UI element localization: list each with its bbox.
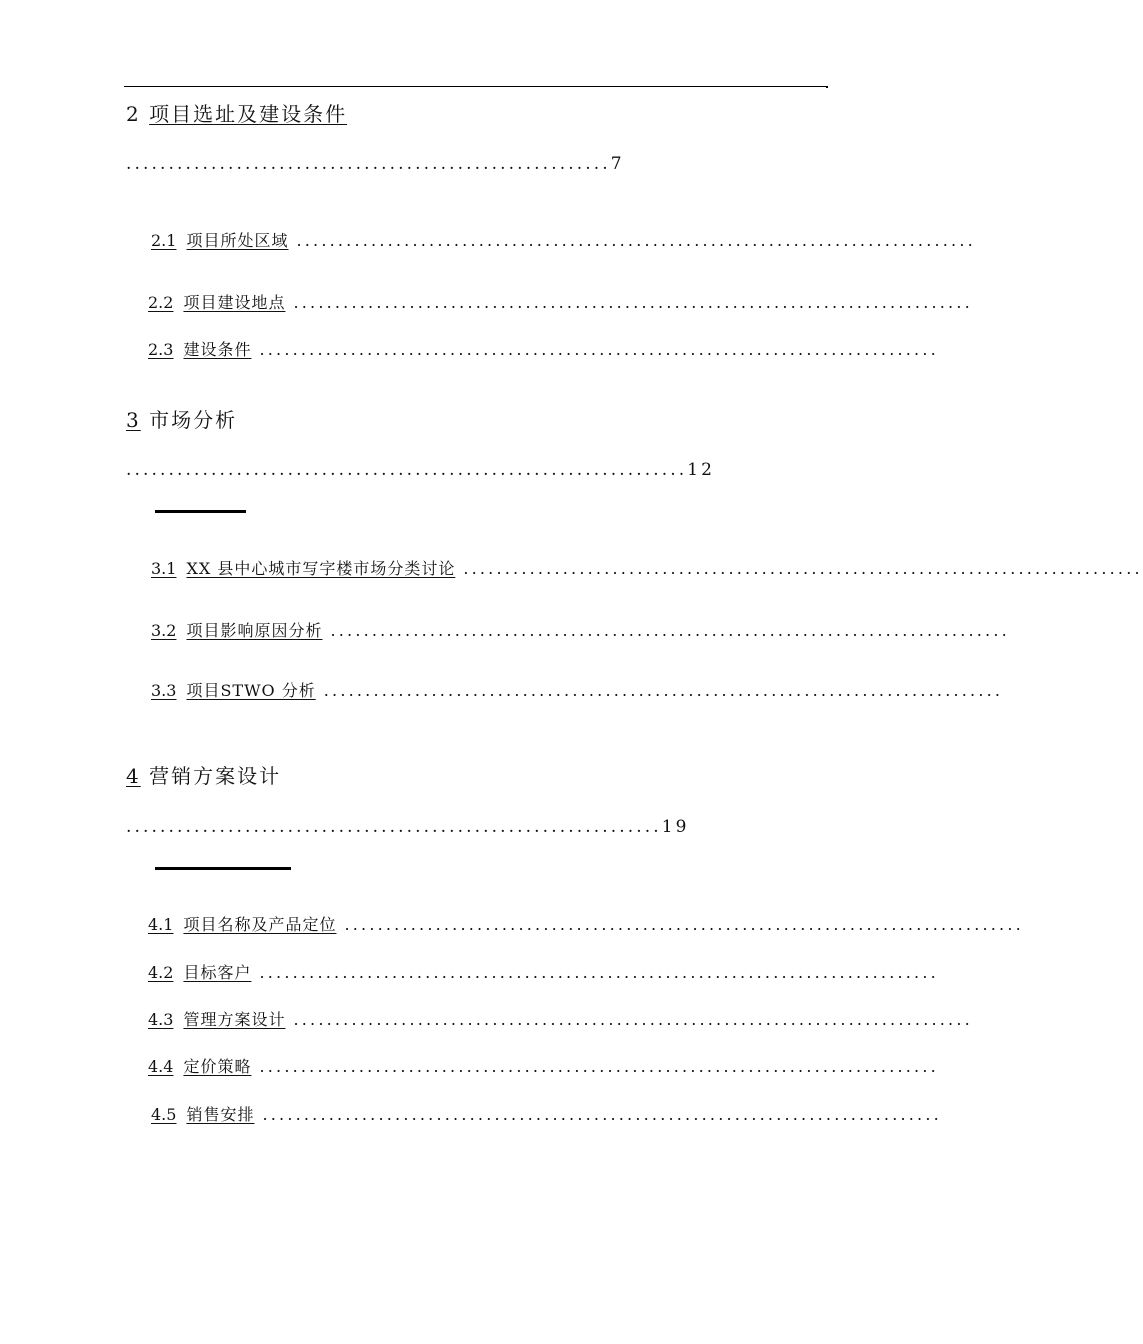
toc-section-4-leader: [126, 817, 690, 837]
leader-dots: ..................................................................................: [259, 340, 939, 359]
toc-item-4-2[interactable]: [148, 960, 950, 983]
header-rule-end: [826, 86, 828, 88]
item-number: 4.5: [151, 1105, 177, 1124]
item-title: 项目所处区域: [186, 231, 289, 250]
leader-dots: ..................................................................................: [259, 1057, 939, 1076]
toc-item-4-5[interactable]: [151, 1102, 950, 1125]
leader-dots: ...............................................................: [126, 817, 662, 837]
section-number: 3: [126, 408, 141, 432]
item-title: 销售安排: [186, 1105, 255, 1124]
item-title: 目标客户: [183, 963, 252, 982]
section-number: 4: [126, 764, 141, 788]
leader-dots: ..................................................................................: [259, 963, 939, 982]
section-4-rule: [155, 867, 291, 870]
page-number: 7: [610, 154, 625, 174]
item-number: 4.2: [148, 963, 174, 982]
header-rule: [124, 86, 827, 87]
toc-item-4-3[interactable]: [148, 1007, 973, 1030]
leader-dots: ..................................................................................: [330, 621, 1010, 640]
leader-dots: ..................................................................................: [344, 915, 1024, 934]
toc-section-2[interactable]: [126, 98, 347, 127]
section-title: 营销方案设计: [149, 764, 282, 788]
page-number: 19: [661, 817, 690, 837]
leader-dots: .........................................................: [126, 154, 611, 174]
item-number: 4.1: [148, 915, 174, 934]
leader-dots: ..................................................................................: [262, 1105, 942, 1124]
item-title: XX 县中心城市写字楼市场分类讨论: [186, 559, 456, 578]
toc-item-4-4[interactable]: [148, 1054, 950, 1077]
section-title: 项目选址及建设条件: [149, 102, 348, 126]
toc-item-4-1[interactable]: [148, 912, 1024, 935]
leader-dots: ..................................................................: [126, 460, 688, 480]
leader-dots: ..................................................................................: [296, 231, 976, 250]
page-number: 12: [687, 460, 716, 480]
item-number: 3.1: [151, 559, 177, 578]
item-title: 项目名称及产品定位: [183, 915, 337, 934]
item-title: 定价策略: [183, 1057, 252, 1076]
item-title: 建设条件: [183, 340, 252, 359]
leader-dots: ..................................................................................: [293, 1010, 973, 1029]
toc-section-4[interactable]: [126, 760, 281, 789]
item-number: 4.3: [148, 1010, 174, 1029]
section-title: 市场分析: [149, 408, 238, 432]
item-number: 3.3: [151, 681, 177, 700]
leader-dots: ..................................................................................: [463, 559, 1143, 578]
section-3-rule: [155, 510, 246, 513]
toc-item-3-2[interactable]: [151, 618, 1010, 641]
toc-item-2-3[interactable]: [148, 337, 950, 360]
item-title: 项目建设地点: [183, 293, 286, 312]
toc-section-2-leader: [126, 154, 625, 174]
toc-item-2-1[interactable]: [151, 228, 976, 251]
toc-section-3[interactable]: [126, 404, 237, 433]
section-number: 2: [126, 102, 141, 126]
item-number: 2.1: [151, 231, 177, 250]
toc-item-2-2[interactable]: [148, 290, 973, 313]
toc-section-3-leader: [126, 460, 715, 480]
leader-dots: ..................................................................................: [323, 681, 1004, 700]
toc-item-3-3[interactable]: [151, 678, 1004, 701]
item-number: 2.2: [148, 293, 174, 312]
leader-dots: ..................................................................................: [293, 293, 973, 312]
item-number: 2.3: [148, 340, 174, 359]
item-title: 管理方案设计: [183, 1010, 286, 1029]
item-number: 4.4: [148, 1057, 174, 1076]
item-number: 3.2: [151, 621, 177, 640]
toc-item-3-1[interactable]: [151, 556, 1143, 579]
item-title: 项目影响原因分析: [186, 621, 323, 640]
item-title: 项目STWO 分析: [186, 681, 316, 700]
